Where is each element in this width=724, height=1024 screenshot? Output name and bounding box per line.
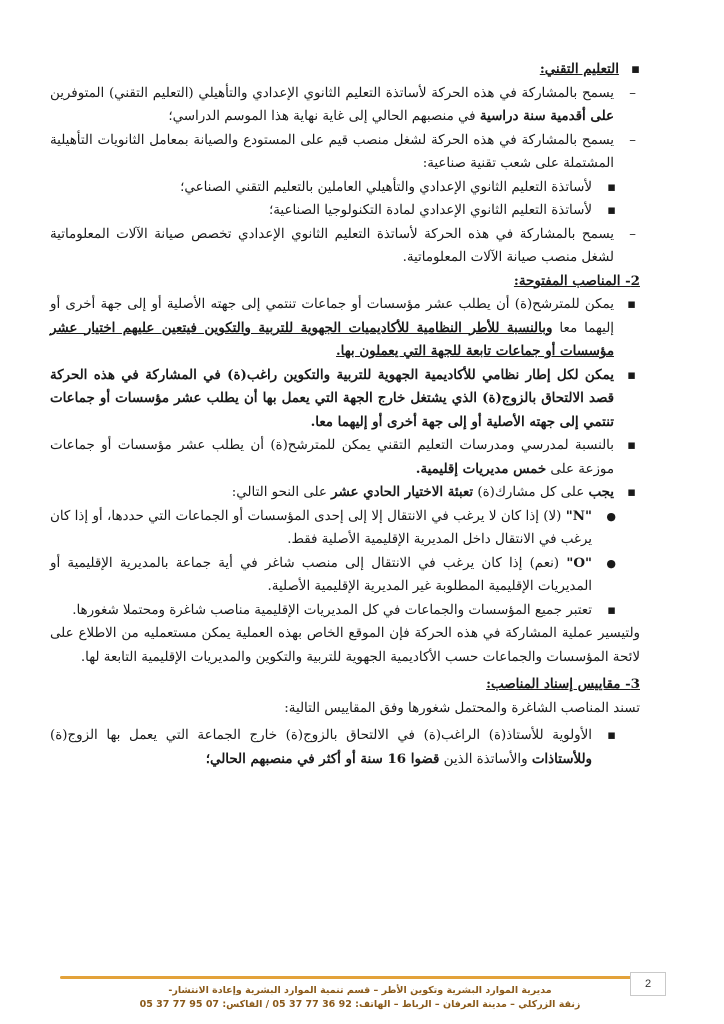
tech-item-storekeeper: – يسمح بالمشاركة في هذه الحركة لشغل منصب قيم على المستودع والصيانة بمعامل الثانويات التأهيلية المشتملة على شعب تقنية صناعية: — [50, 129, 640, 176]
criteria-intro: تسند المناصب الشاغرة والمحتمل شغورها وفق المقاييس التالية: — [284, 700, 640, 716]
positions-item-technical-teachers: ▪ بالنسبة لمدرسي ومدرسات التعليم التقني يمكن للمترشح(ة) أن يطلب عشر مؤسسات أو جماعات موزعة على خمس مديريات إقليمية. — [50, 434, 640, 481]
tech-subitem-industrial: ▪ لأساتذة التعليم الثانوي الإعدادي والتأهيلي العاملين بالتعليم التقني الصناعي؛ — [50, 176, 640, 200]
positions-item-ten-institutions: ▪ يمكن للمترشح(ة) أن يطلب عشر مؤسسات أو جماعات تنتمي إلى جهته الأصلية أو إلى جهة أخرى أو إليهما معا وبالنسبة للأطر النظامية للأكاديميات الجهوية للتربية والتكوين فيتعين عليهم اختيار عشر مؤسسات أو جماعات تابعة للجهة التي يعملون بها. — [50, 293, 640, 364]
footer-line-contact: زنقة الزركلي – مدينة العرفان – الرباط – الهاتف: 92 36 77 37 05 / الفاكس: 07 95 77 37 05 — [139, 999, 581, 1010]
page-content — [50, 58, 640, 771]
choice-option-n: ● "N" (لا) إذا كان لا يرغب في الانتقال إلا إلى إحدى المؤسسات أو الجماعات التي حددها، أو إذا كان يرغب في الانتقال داخل المديرية الإقليمية الأصلية فقط. — [50, 505, 640, 552]
footer-divider — [60, 976, 650, 979]
footer-line-directorate: مديرية الموارد البشرية وتكوين الأطر – قسم تنمية الموارد البشرية وإعادة الانتشار- — [168, 985, 552, 996]
heading-technical-education: ▪ التعليم التقني: — [50, 58, 640, 82]
heading-assignment-criteria: 3- مقاييس إسناد المناصب: — [486, 676, 640, 692]
page-number: 2 — [630, 972, 666, 996]
page-footer — [0, 968, 724, 1024]
positions-item-spouse: ▪ يمكن لكل إطار نظامي للأكاديمية الجهوية للتربية والتكوين راغب(ة) في المشاركة في هذه الحركة قصد الالتحاق بالزوج(ة) الذي يشتغل خارج الجهة التي يعمل بها أن يطلب عشر مؤسسات أو جماعات تنتمي إلى جهته الأصلية أو إلى جهة أخرى أو إليهما معا. — [50, 364, 640, 435]
tech-subitem-technology: ▪ لأساتذة التعليم الثانوي الإعدادي لمادة التكنولوجيا الصناعية؛ — [50, 199, 640, 223]
positions-item-all-vacant: ▪ تعتبر جميع المؤسسات والجماعات في كل المديريات الإقليمية مناصب شاغرة ومحتملا شغورها. — [50, 599, 640, 623]
tech-item-it-maintenance: – يسمح بالمشاركة في هذه الحركة لأساتذة التعليم الثانوي الإعدادي تخصص صيانة الآلات المعلوماتية لشغل منصب صيانة الآلات المعلوماتية. — [50, 223, 640, 270]
positions-paragraph-website: ولتيسير عملية المشاركة في هذه الحركة فإن الموقع الخاص بهذه العملية يمكن مستعمليه من الاطلاع على لائحة المؤسسات والجماعات حسب الأكاديمية الجهوية للتربية والتكوين والمديريات الإقليمية التابعة لها. — [50, 626, 640, 665]
criteria-item-priority: ▪ الأولوية للأستاذ(ة) الراغب(ة) في الالتحاق بالزوج(ة) خارج الجماعة التي يعمل بها الزوج(ة) وللأستاذات والأساتذة الذين قضوا 16 سنة أو أكثر في منصبهم الحالي؛ — [50, 724, 640, 771]
tech-item-seniority: – يسمح بالمشاركة في هذه الحركة لأساتذة التعليم الثانوي الإعدادي والتأهيلي (التعليم التقني) المتوفرين على أقدمية سنة دراسية في منصبهم الحالي إلى غاية نهاية هذا الموسم الدراسي؛ — [50, 82, 640, 129]
heading-open-positions: 2- المناصب المفتوحة: — [513, 272, 640, 289]
footer-address — [110, 984, 610, 1012]
positions-item-eleventh-choice: ▪ يجب على كل مشارك(ة) تعبئة الاختيار الحادي عشر على النحو التالي: — [50, 481, 640, 505]
choice-option-o: ● "O" (نعم) إذا كان يرغب في الانتقال إلى منصب شاغر في أية جماعة بالمديرية الإقليمية أو المديريات الإقليمية المطلوبة غير المديرية الإقليمية الأصلية. — [50, 552, 640, 599]
